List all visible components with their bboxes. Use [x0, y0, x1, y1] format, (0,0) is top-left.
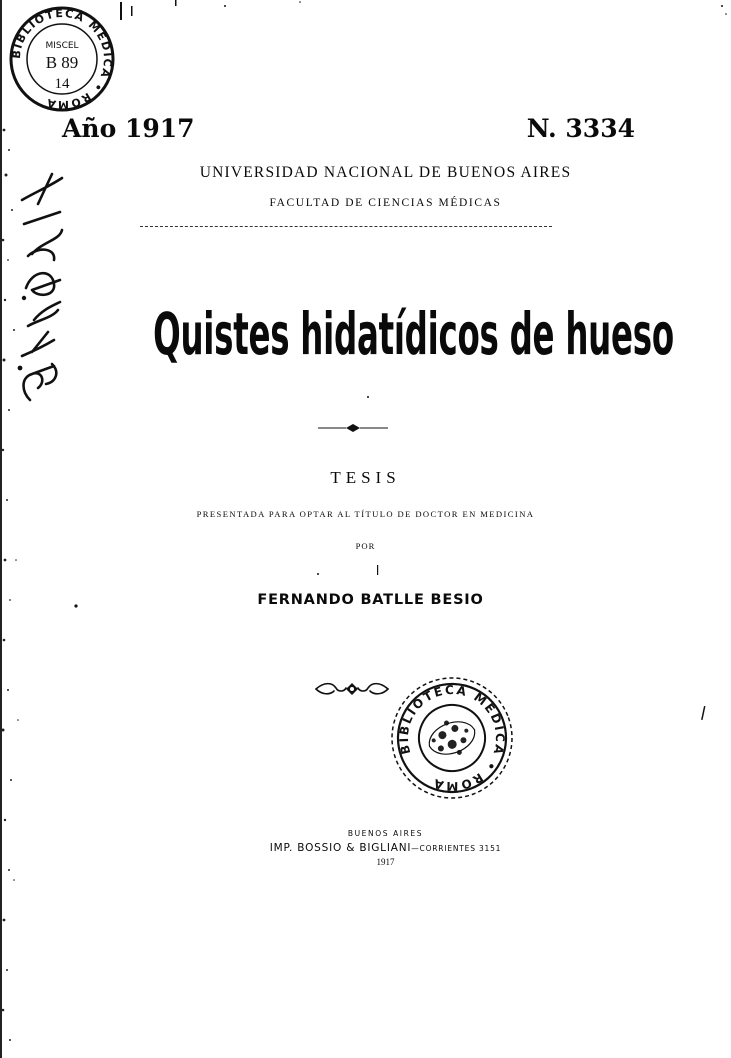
by-label: POR: [355, 541, 376, 551]
imprint-address: —CORRIENTES 3151: [411, 844, 502, 853]
thesis-title: Quistes hidatídicos de hueso: [153, 300, 674, 368]
imprint-printer: IMP. BOSSIO & BIGLIANI: [269, 842, 412, 854]
svg-text:BIBLIOTECA MEDICA • ROMA: BIBLIOTECA MEDICA • ROMA: [9, 6, 115, 112]
imprint-printer-line: [0, 842, 731, 854]
imprint-city: BUENOS AIRES: [347, 829, 424, 838]
library-stamp: [8, 5, 116, 113]
university-name: UNIVERSIDAD NACIONAL DE BUENOS AIRES: [199, 164, 572, 181]
tesis-label: TESIS: [330, 468, 401, 487]
svg-text:B 89: B 89: [45, 53, 79, 72]
fleuron-ornament: [314, 680, 390, 698]
imprint-year: 1917: [376, 857, 395, 867]
svg-text:14: 14: [54, 76, 70, 92]
library-stamp-circular: [388, 674, 516, 802]
publication-year: Año 1917: [62, 114, 195, 143]
presented-for-degree: PRESENTADA PARA OPTAR AL TÍTULO DE DOCTOR EN MEDICINA: [196, 509, 535, 519]
thesis-number: N. 3334: [526, 114, 635, 143]
author-name: FERNANDO BATLLE BESIO: [257, 592, 484, 608]
svg-text:BIBLIOTECA MEDICA • ROMA: BIBLIOTECA MEDICA • ROMA: [396, 682, 508, 794]
small-ornament: [318, 422, 388, 434]
svg-text:MISCEL: MISCEL: [45, 41, 79, 51]
divider-rule: [140, 226, 552, 227]
faculty-name: FACULTAD DE CIENCIAS MÉDICAS: [269, 197, 502, 209]
scan-edge-noise: [0, 0, 70, 1058]
